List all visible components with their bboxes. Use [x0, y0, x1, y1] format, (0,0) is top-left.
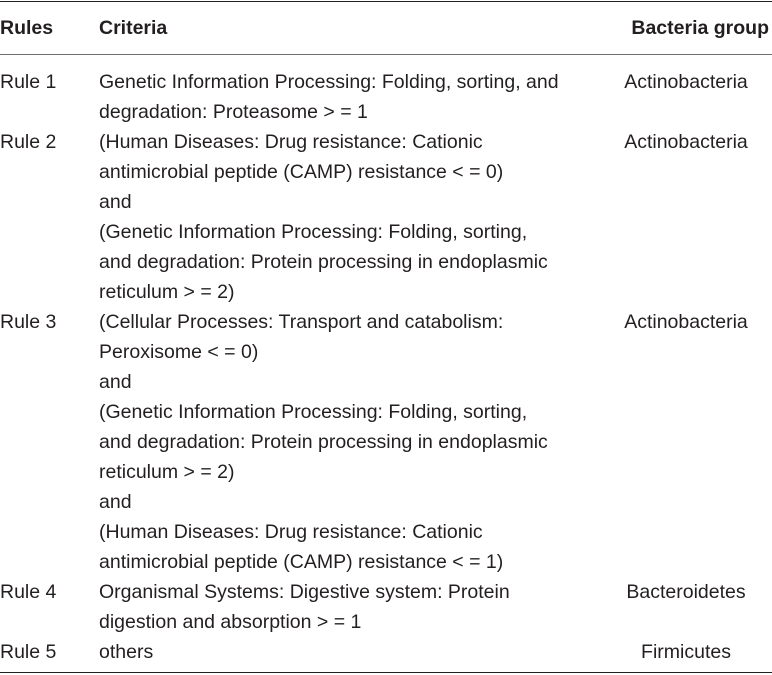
row-1-criteria — [99, 67, 559, 127]
criteria-line: and — [99, 191, 132, 213]
criteria-line: antimicrobial peptide (CAMP) resistance < = 1) — [99, 551, 504, 573]
header-rules: Rules — [0, 17, 54, 39]
header-bacteria-group: Bacteria group — [631, 17, 769, 39]
criteria-line: reticulum > = 2) — [99, 461, 235, 483]
criteria-line: Genetic Information Processing: Folding, sorting, and — [99, 71, 559, 93]
criteria-line: others — [99, 641, 154, 663]
row-5-criteria — [99, 637, 153, 667]
row-3-rule: Rule 3 — [0, 311, 57, 333]
criteria-line: (Genetic Information Processing: Folding, sorting, — [99, 221, 528, 243]
criteria-line: (Human Diseases: Drug resistance: Cationic — [99, 131, 483, 153]
criteria-line: reticulum > = 2) — [99, 281, 235, 303]
row-1-rule: Rule 1 — [0, 71, 57, 93]
row-4-rule: Rule 4 — [0, 581, 57, 603]
criteria-line: and — [99, 371, 132, 393]
row-5-rule: Rule 5 — [0, 641, 57, 663]
criteria-line: and degradation: Protein processing in endoplasmic — [99, 431, 548, 453]
criteria-line: degradation: Proteasome > = 1 — [99, 101, 368, 123]
criteria-line: (Human Diseases: Drug resistance: Cationic — [99, 521, 483, 543]
row-4-group: Bacteroidetes — [626, 581, 746, 603]
row-4-criteria — [99, 577, 510, 637]
criteria-line: antimicrobial peptide (CAMP) resistance < = 0) — [99, 161, 504, 183]
criteria-line: and degradation: Protein processing in endoplasmic — [99, 251, 548, 273]
row-5-group: Firmicutes — [641, 641, 731, 663]
table-bottom-border — [0, 672, 772, 673]
header-criteria: Criteria — [99, 17, 168, 39]
criteria-line: digestion and absorption > = 1 — [99, 611, 362, 633]
row-2-group: Actinobacteria — [624, 131, 748, 153]
criteria-line: and — [99, 491, 132, 513]
row-1-group: Actinobacteria — [624, 71, 748, 93]
row-3-criteria — [99, 307, 548, 577]
header-divider — [0, 54, 772, 55]
criteria-line: Peroxisome < = 0) — [99, 341, 259, 363]
criteria-line: (Cellular Processes: Transport and catabolism: — [99, 311, 504, 333]
row-3-group: Actinobacteria — [624, 311, 748, 333]
row-2-criteria — [99, 127, 548, 307]
criteria-line: Organismal Systems: Digestive system: Protein — [99, 581, 510, 603]
row-2-rule: Rule 2 — [0, 131, 57, 153]
table-top-border — [0, 1, 772, 2]
criteria-line: (Genetic Information Processing: Folding, sorting, — [99, 401, 528, 423]
